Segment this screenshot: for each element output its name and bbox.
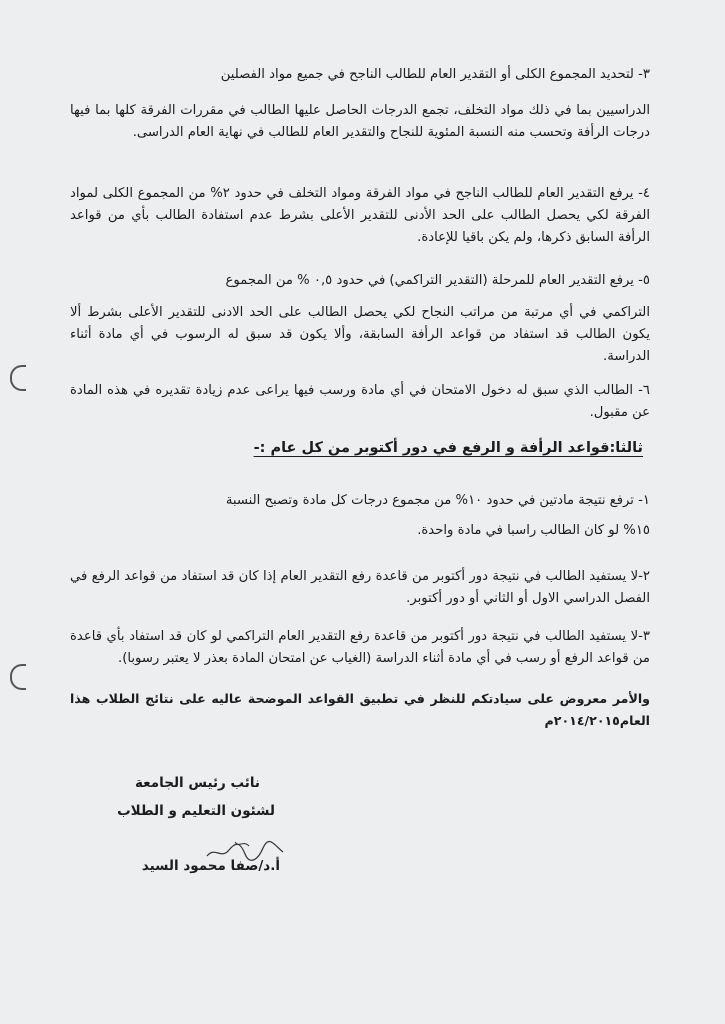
paragraph-4 bbox=[70, 183, 650, 249]
paragraph-5-line1: ٥- يرفع التقدير العام للمرحلة (التقدير التراكمي) في حدود ٠,٥ % من المجموع bbox=[225, 273, 650, 288]
paragraph-3-line1: ٣- لتحديد المجموع الكلى أو التقدير العام للطالب الناجح في جميع مواد الفصلين bbox=[220, 67, 650, 82]
rule-item-3 bbox=[70, 626, 650, 670]
rule-item-1-line2: ١٥% لو كان الطالب راسبا في مادة واحدة. bbox=[417, 523, 650, 538]
paragraph-3-body: الدراسيين بما في ذلك مواد التخلف، تجمع الدرجات الحاصل عليها الطالب في مقررات الفرقة كلها بما فيها درجات الرأفة وتحسب منه النسبة المئوية للنجاح والتقدير العام للطالب في نهاية العام الدراسى. bbox=[70, 103, 650, 140]
signatory-title-1: نائب رئيس الجامعة bbox=[135, 775, 260, 791]
paragraph-5-body: التراكمي في أي مرتبة من مراتب النجاح لكي يحصل الطالب على الحد الادنى للتقدير الأعلى بشرط ألا يكون الطالب قد استفاد من قواعد الرأفة السابقة، وألا يكون قد سبق له الرسوب في أي مادة أثناء الدراسة. bbox=[70, 305, 650, 364]
rule-item-3-body: ٣-لا يستفيد الطالب في نتيجة دور أكتوبر من قاعدة رفع التقدير العام التراكمي لو كان قد استفاد بأي قاعدة من قواعد الرفع أو رسب في أي مادة أثناء الدراسة (الغياب عن امتحان المادة بعذر لا يعتبر رسوبا). bbox=[70, 629, 650, 666]
paragraph-3 bbox=[70, 64, 650, 144]
rule-item-1-line1: ١- ترفع نتيجة مادتين في حدود ١٠% من مجموع درجات كل مادة وتصبح النسبة bbox=[225, 493, 650, 508]
signatory-title-2: لشئون التعليم و الطلاب bbox=[117, 803, 275, 819]
punch-hole-bottom bbox=[10, 664, 26, 690]
punch-hole-top bbox=[10, 365, 26, 391]
signatory-name: أ.د/صفا محمود السيد bbox=[141, 858, 280, 874]
rule-item-2-body: ٢-لا يستفيد الطالب في نتيجة دور أكتوبر من قاعدة رفع التقدير العام إذا كان قد استفاد من قواعد الرفع في الفصل الدراسي الاول أو الثاني أو دور أكتوبر. bbox=[70, 569, 650, 606]
paragraph-5 bbox=[70, 270, 650, 368]
paragraph-6 bbox=[70, 380, 650, 424]
paragraph-6-body: ٦- الطالب الذي سبق له دخول الامتحان في أي مادة ورسب فيها يراعى عدم زيادة تقديره في هذه المادة عن مقبول. bbox=[70, 383, 650, 420]
section-3-heading: ثالثا:قواعد الرأفة و الرفع في دور أكتوبر من كل عام :- bbox=[253, 440, 643, 456]
closing-statement-text: والأمر معروض على سيادتكم للنظر في تطبيق القواعد الموضحة عاليه على نتائج الطلاب هذا العام٢٠١٤/٢٠١٥م bbox=[70, 691, 650, 728]
rule-item-2 bbox=[70, 566, 650, 610]
rule-item-1 bbox=[70, 490, 650, 542]
paragraph-4-body: ٤- يرفع التقدير العام للطالب الناجح في مواد الفرقة ومواد التخلف في حدود ٢% من المجموع الكلى لمواد الفرقة لكي يحصل الطالب على الحد الأدنى للتقدير الأعلى بشرط عدم استفادة الطالب بأي من قواعد الرأفة السابق ذكرها، ولم يكن باقيا للإعادة. bbox=[70, 186, 650, 245]
closing-statement bbox=[70, 688, 650, 732]
